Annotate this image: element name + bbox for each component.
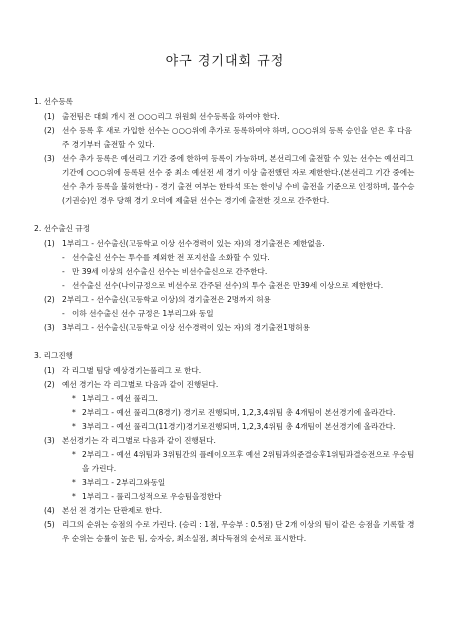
clause-text: 본선 전 경기는 단판제로 한다. [62, 506, 163, 515]
document-title: 야구 경기대회 규정 [165, 54, 285, 69]
clause-number: (3) [44, 436, 55, 445]
clause [34, 434, 416, 448]
section [34, 95, 416, 208]
section-heading: 2. 선수출신 규정 [34, 224, 91, 233]
clause [34, 237, 416, 251]
clause [34, 518, 416, 546]
sub-clause [34, 265, 416, 279]
clause [34, 378, 416, 392]
bullet-item [34, 420, 416, 434]
clause-text: 2부리그 - 선수출신(고등학교 이상)의 경기출전은 2명까지 허용 [62, 295, 271, 304]
clause-text: 선수 등록 후 새로 가입한 선수는 ○○○위에 추가로 등록하여야 하며, ○○○위의 등록 승인을 얻은 후 다음 주 경기부터 출전할 수 있다. [62, 126, 412, 149]
dash-marker: - [62, 253, 65, 262]
bullet-item [34, 476, 416, 490]
dash-marker: - [62, 281, 65, 290]
clause-text: 본선경기는 각 리그별로 다음과 같이 진행된다. [62, 436, 216, 445]
bullet-item [34, 392, 416, 406]
bullet-item [34, 406, 416, 420]
clause-number: (3) [44, 154, 55, 163]
clause-number: (2) [44, 126, 55, 135]
clause [34, 110, 416, 124]
bullet-marker: * [72, 422, 76, 431]
section-heading: 3. 리그진행 [34, 351, 74, 360]
sub-clause-text: 이하 선수출신 선수 규정은 1부리그와 동일 [72, 309, 214, 318]
clause-number: (1) [44, 239, 55, 248]
clause-text: 각 리그별 팀당 예상경기는풀리그 로 한다. [62, 366, 202, 375]
clause-text: 출전팀은 대회 개시 전 ○○○리그 위원회 선수등록을 하여야 한다. [62, 112, 280, 121]
bullet-marker: * [72, 408, 76, 417]
clause [34, 321, 416, 335]
sub-clause [34, 279, 416, 293]
sub-clause-text: 선수출신 선수는 투수를 제외한 전 포지션을 소화할 수 있다. [72, 253, 270, 262]
section-heading: 1. 선수등록 [34, 97, 74, 106]
bullet-item [34, 448, 416, 476]
bullet-marker: * [72, 394, 76, 403]
clause [34, 293, 416, 307]
sub-clause [34, 307, 416, 321]
bullet-marker: * [72, 492, 76, 501]
bullet-marker: * [72, 478, 76, 487]
clause-number: (3) [44, 323, 55, 332]
clause [34, 124, 416, 152]
bullet-text: 3부리그 - 예선 풀리그(11경기)경기로진행되며, 1,2,3,4위팀 총 4개팀이 본선경기에 올라간다. [82, 422, 396, 431]
clause-number: (1) [44, 112, 55, 121]
clause [34, 504, 416, 518]
section [34, 349, 416, 546]
document-body [34, 95, 416, 546]
sub-clause [34, 251, 416, 265]
bullet-text: 2부리그 - 예선 풀리그(8경기) 경기로 진행되며, 1,2,3,4위팀 총 4개팀이 본선경기에 올라간다. [82, 408, 396, 417]
clause [34, 364, 416, 378]
clause-number: (2) [44, 380, 55, 389]
bullet-text: 1부리그 - 예선 풀리그. [82, 394, 158, 403]
section [34, 222, 416, 335]
clause-text: 예선 경기는 각 리그별로 다음과 같이 진행된다. [62, 380, 219, 389]
clause-text: 리그의 순위는 승점의 수로 가린다. (승리 : 1점, 무승부 : 0.5점) 단 2개 이상의 팀이 같은 승점을 기록할 경우 순위는 승률이 높은 팀, 승자승, 최소실점, 최다득점의 순서로 표시한다. [62, 520, 415, 543]
bullet-text: 1부리그 - 풀리그성적으로 우승팀을정한다 [82, 492, 222, 501]
clause-number: (4) [44, 506, 55, 515]
clause-text: 3부리그 - 선수출신(고등학교 이상 선수경력이 있는 자)의 경기출전1명허용 [62, 323, 310, 332]
sub-clause-text: 선수출신 선수(나이규정으로 비선수로 간주된 선수)의 투수 출전은 만39세 이상으로 제한한다. [72, 281, 384, 290]
bullet-text: 2부리그 - 예선 4위팀과 3위팀간의 플레이오프후 예선 2위팀과의준결승후1위팀과결승전으로 우승팀을 가린다. [82, 450, 415, 473]
dash-marker: - [62, 267, 65, 276]
bullet-marker: * [72, 450, 76, 459]
clause-number: (2) [44, 295, 55, 304]
clause-number: (5) [44, 520, 55, 529]
clause-text: 1부리그 - 선수출신(고등학교 이상 선수경력이 있는 자)의 경기출전은 제한없음. [62, 239, 325, 248]
bullet-text: 3부리그 - 2부리그와동일 [82, 478, 166, 487]
clause-text: 선수 추가 등록은 예선리그 기간 중에 한하여 등록이 가능하며, 본선리그에 출전할 수 있는 선수는 예선리그 기간에 ○○○위에 등록된 선수 중 최소 예선전 세 경기 이상 출전했던 자로 제한한다.(본선리그 기간 중에는 선수 추가 등록을 불허한다) - 경기 출전 여부는 한타석 또는 한이닝 수비 출전을 기준으로 인정하며, 몰수승(기권승)인 경우 당해 경기 오더에 제출된 선수는 경기에 출전한 것으로 간주한다. [62, 154, 415, 205]
bullet-item [34, 490, 416, 504]
dash-marker: - [62, 309, 65, 318]
clause-number: (1) [44, 366, 55, 375]
clause [34, 152, 416, 208]
sub-clause-text: 만 39세 이상의 선수출신 선수는 비선수출신으로 간주한다. [72, 267, 268, 276]
